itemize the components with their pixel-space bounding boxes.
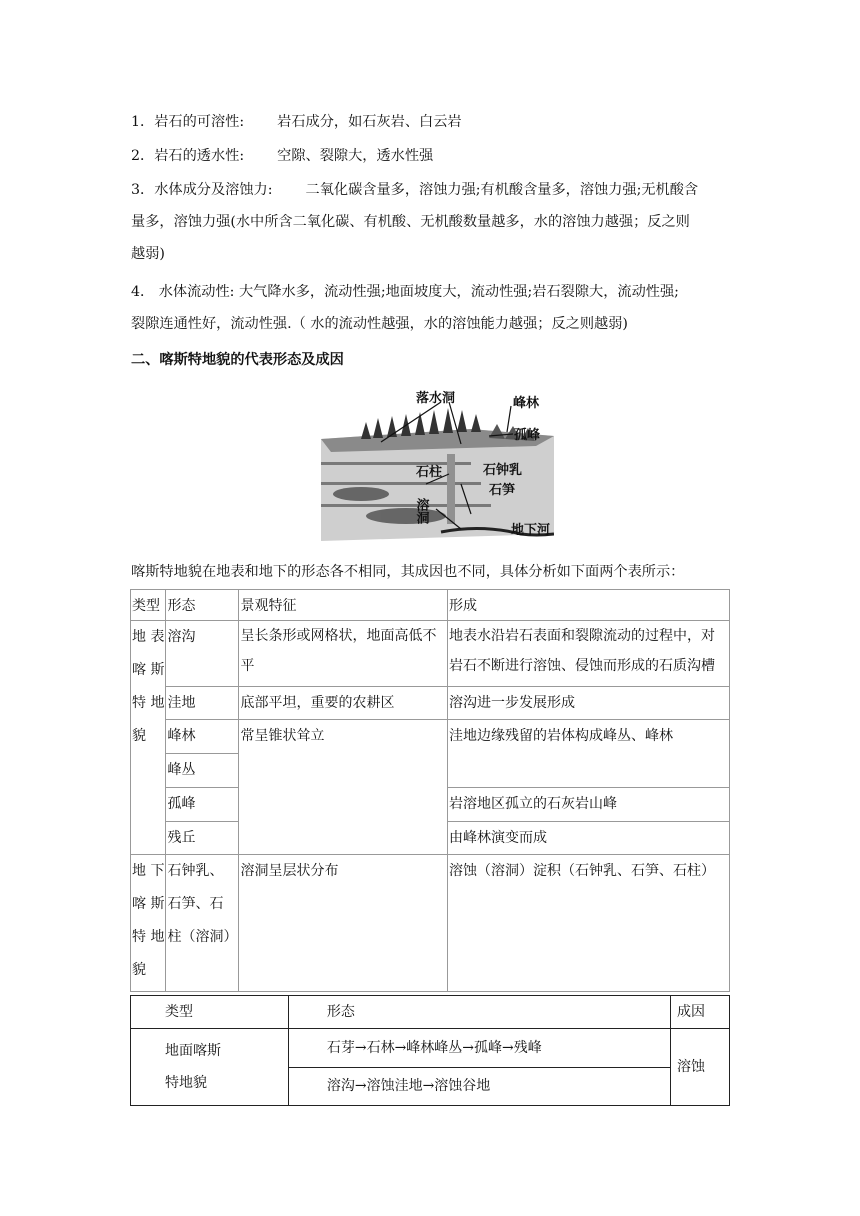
header-cause: 形成 [449,598,478,614]
feature-line-2: 平 [240,658,255,674]
underground-form-line-3: 柱（溶洞） [167,929,238,945]
form-cell: 洼地 [167,695,196,711]
label-cave [414,497,430,525]
form-cell: 溶沟→溶蚀洼地→溶蚀谷地 [326,1078,491,1095]
form-cell: 溶沟 [167,629,196,645]
label-stalagmite: 石笋 [489,483,516,498]
label: 2．岩石的透水性: [131,148,245,164]
form-cell: 残丘 [167,830,196,846]
label-underground-river: 地下河 [511,523,551,538]
karst-diagram [321,384,554,541]
surface-type-line-1: 地 表 [132,629,165,645]
text: 空隙、裂隙大，透水性强 [277,148,434,164]
underground-type-cell [131,855,166,992]
section-heading: 二、喀斯特地貌的代表形态及成因 [131,352,344,368]
surface-type-line-3: 特 地 [132,695,165,711]
surface-type-line-4: 貌 [132,728,146,744]
feature-cell: 底部平坦，重要的农耕区 [240,695,395,711]
table-row [131,855,730,992]
header-cause: 成因 [677,1004,706,1020]
label-cave-text: 溶洞 [413,498,429,524]
type-cell [131,1029,289,1106]
header-type: 类型 [132,598,160,614]
text-line-2: 量多，溶蚀力强(水中所含二氧化碳、有机酸、无机酸数量越多，水的溶蚀力越强；反之则 [131,214,690,230]
surface-type-line-2: 喀 斯 [132,662,165,678]
cause-cell: 洼地边缘残留的岩体构成峰丛、峰林 [449,728,674,744]
form-cell: 峰丛 [167,762,196,778]
surface-type-cell [131,621,166,855]
cause-cell: 溶蚀（溶洞）淀积（石钟乳、石笋、石柱） [449,863,716,879]
text-line-1: 二氧化碳含量多，溶蚀力强;有机酸含量多，溶蚀力强;无机酸含 [305,182,699,198]
table-header-row [131,590,730,621]
form-cell: 孤峰 [167,796,196,812]
underground-type-line-1: 地 下 [132,863,165,879]
intro-line: 喀斯特地貌在地表和地下的形态各不相同，其成因也不同，具体分析如下面两个表所示： [131,564,685,580]
table-header-row [131,996,730,1029]
underground-form-cell [166,855,239,992]
cause-cell: 由峰林演变而成 [449,830,548,846]
type-line-2: 特地貌 [165,1075,207,1091]
text-line-2: 裂隙连通性好，流动性强.（ 水的流动性越强，水的溶蚀能力越强；反之则越弱) [131,316,628,332]
label-peak-forest: 峰林 [513,396,540,411]
table-row [131,1029,730,1068]
label-sinkhole: 落水洞 [416,391,456,406]
label: 1．岩石的可溶性: [131,114,245,130]
text-line-1: 4． 水体流动性: 大气降水多，流动性强;地面坡度大，流动性强;岩石裂隙大，流动性强; [131,284,679,300]
form-cell: 峰林 [167,728,196,744]
header-form: 形态 [167,598,196,614]
cause-cell: 溶蚀 [677,1059,706,1075]
paragraph-rock-permeability [131,146,731,166]
karst-table-1 [130,589,730,992]
table-row [131,621,730,687]
underground-type-line-3: 特 地 [132,929,165,945]
table-row [131,720,730,754]
text-line-3: 越弱) [131,246,165,262]
underground-form-line-2: 石笋、石 [167,896,224,912]
label: 3．水体成分及溶蚀力: [131,182,273,198]
paragraph-water-composition [131,180,731,264]
underground-form-line-1: 石钟乳、 [167,863,224,879]
label-stone-pillar: 石柱 [416,465,443,480]
form-cell: 石芽→石林→峰林峰丛→孤峰→残峰 [326,1039,542,1056]
label-isolated-peak: 孤峰 [514,428,541,443]
cause-cell: 溶沟进一步发展形成 [449,695,576,711]
underground-type-line-2: 喀 斯 [132,896,165,912]
cause-line-2: 岩石不断进行溶蚀、侵蚀而形成的石质沟槽 [449,658,716,674]
text: 岩石成分，如石灰岩、白云岩 [277,114,462,130]
karst-table-2 [130,995,730,1106]
header-type: 类型 [165,1004,193,1020]
header-feature: 景观特征 [240,598,297,614]
header-form: 形态 [326,1004,355,1020]
underground-type-line-4: 貌 [132,962,146,978]
feature-line-1: 呈长条形或网格状，地面高低不 [240,628,437,644]
paragraph-water-flow [131,282,731,334]
paragraph-rock-solubility [131,112,731,132]
feature-cell: 常呈锥状耸立 [240,728,325,744]
cause-cell: 岩溶地区孤立的石灰岩山峰 [449,796,618,812]
table-row [131,687,730,720]
label-stalactite: 石钟乳 [483,463,523,478]
type-line-1: 地面喀斯 [165,1043,221,1059]
feature-cell: 溶洞呈层状分布 [240,863,339,879]
cause-line-1: 地表水沿岩石表面和裂隙流动的过程中，对 [449,628,716,644]
karst-landform-figure [321,384,554,541]
